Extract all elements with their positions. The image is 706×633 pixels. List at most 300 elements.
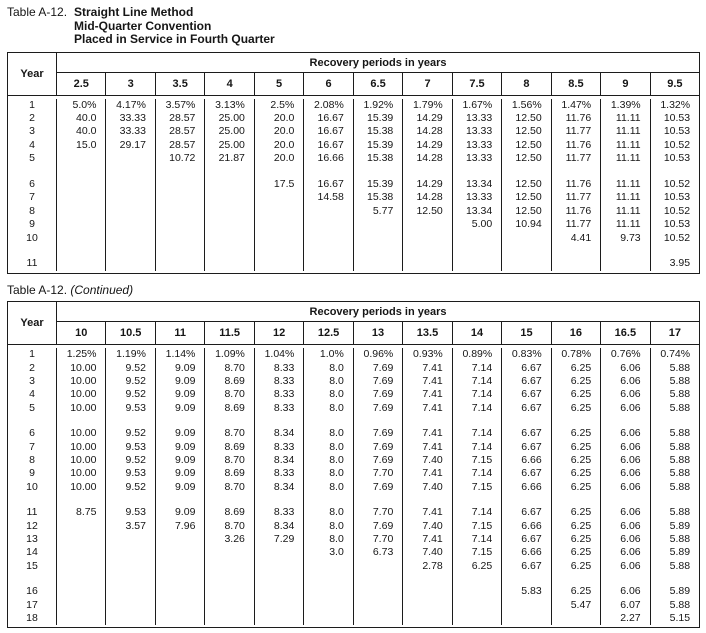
rate-columns: [56, 99, 699, 271]
rate-cell: 10.00: [70, 467, 97, 480]
rate-column: [254, 348, 303, 625]
rate-cell: 8.33: [273, 375, 295, 388]
rate-cell: 5.88: [669, 506, 691, 519]
rate-cell: [255, 191, 303, 204]
rate-cell: 15.39: [367, 138, 394, 151]
rate-cell: 25.00: [218, 138, 245, 151]
rate-cell: [304, 232, 352, 245]
year-cell: 6: [29, 177, 35, 190]
row-group-gap: [156, 245, 204, 258]
rate-cell: [304, 257, 352, 270]
recovery-periods-header-group: [56, 302, 699, 344]
row-group-gap: [651, 165, 699, 178]
year-cell: 7: [29, 191, 35, 204]
row-group-gap: [156, 494, 204, 506]
rate-cell: [205, 257, 253, 270]
rate-cell: 4.41: [570, 231, 592, 244]
rate-column: [105, 99, 154, 271]
rate-cell: 6.25: [570, 467, 592, 480]
rate-cell: 8.0: [329, 480, 344, 493]
year-cell: 12: [26, 519, 38, 532]
rate-cell: 7.41: [422, 440, 443, 453]
rate-cell: 8.70: [224, 519, 245, 532]
rate-cell: 9.53: [125, 440, 146, 453]
rate-cell: 7.69: [372, 388, 394, 401]
rate-cell: [156, 205, 204, 218]
rate-cell: 9.09: [174, 388, 196, 401]
recovery-period-column-header: 10: [75, 327, 88, 340]
year-cell: 4: [29, 388, 35, 401]
rate-cell: 6.66: [521, 480, 542, 493]
rate-cell: 5.83: [521, 585, 542, 598]
rate-cell: 8.69: [224, 467, 245, 480]
row-group-gap: [354, 415, 402, 427]
rate-cell: 8.70: [224, 388, 245, 401]
rate-cell: [57, 546, 105, 559]
row-group-gap: [255, 245, 303, 258]
rate-cell: [106, 546, 154, 559]
rate-cell: [106, 178, 154, 191]
rate-cell: [156, 232, 204, 245]
rate-cell: 7.69: [372, 401, 394, 414]
rate-cell: 8.0: [329, 401, 344, 414]
rate-cell: [57, 599, 105, 612]
rate-cell: 10.00: [70, 454, 97, 467]
rate-cell: 10.00: [70, 361, 97, 374]
rate-column: [452, 99, 501, 271]
rate-cell: 7.40: [422, 519, 443, 532]
rate-cell: 9.09: [174, 361, 196, 374]
rate-cell: [57, 232, 105, 245]
recovery-period-column-header: 7: [402, 73, 451, 95]
rate-cell: [255, 560, 303, 573]
rate-column: [551, 348, 600, 625]
rate-cell: [205, 178, 253, 191]
rate-cell: 5.47: [570, 598, 592, 611]
rate-cell: [502, 232, 550, 245]
rate-cell: 12.50: [416, 204, 443, 217]
year-column: [8, 99, 56, 271]
rate-cell: 9.52: [125, 375, 146, 388]
rate-cell: 8.33: [273, 401, 295, 414]
rate-cell: 10.53: [663, 152, 691, 165]
rate-cell: 6.25: [570, 454, 592, 467]
rate-cell: [354, 232, 402, 245]
rate-cell: [255, 257, 303, 270]
rate-cell: 9.09: [174, 506, 196, 519]
rate-column: [551, 99, 600, 271]
rate-cell: 1.67%: [462, 98, 493, 111]
rate-cell: 5.88: [669, 427, 691, 440]
row-group-gap: [255, 165, 303, 178]
recovery-period-column-header: 12: [254, 322, 303, 344]
recovery-period-column-header: 16: [551, 322, 600, 344]
row-group-gap: [106, 415, 154, 427]
rate-cell: 1.39%: [610, 98, 641, 111]
rate-cell: 7.40: [422, 454, 443, 467]
row-group-gap: [601, 165, 649, 178]
rate-cell: 14.29: [416, 177, 443, 190]
rate-cell: 14.29: [416, 111, 443, 124]
year-cell: 11: [26, 257, 38, 270]
table-caption-continued-text: (Continued): [70, 282, 134, 297]
rate-cell: 8.70: [224, 454, 245, 467]
rate-cell: 11.77: [565, 191, 592, 204]
row-group-gap: [453, 245, 501, 258]
rate-cell: 9.52: [125, 388, 146, 401]
rate-column: [303, 99, 352, 271]
rate-cell: 13.34: [465, 177, 493, 190]
rate-cell: 7.40: [422, 546, 443, 559]
table-caption-continued: [7, 284, 700, 298]
row-group-gap: [304, 494, 352, 506]
rate-cell: 6.06: [620, 546, 641, 559]
rate-cell: 11.77: [565, 125, 592, 138]
rate-cell: 10.52: [663, 138, 691, 151]
rate-cell: [205, 205, 253, 218]
rate-column: [600, 99, 649, 271]
rate-cell: 10.00: [70, 440, 97, 453]
rate-cell: [106, 533, 154, 546]
recovery-period-column-header: 11: [155, 322, 204, 344]
table-title-line: Straight Line Method: [74, 5, 194, 19]
rate-cell: [255, 218, 303, 231]
rate-cell: 3.95: [669, 257, 691, 270]
year-cell: 10: [26, 480, 38, 493]
rate-cell: [453, 232, 501, 245]
rate-cell: 6.67: [521, 388, 542, 401]
recovery-period-column-header: 8.5: [551, 73, 600, 95]
rate-cell: 1.56%: [511, 98, 542, 111]
rate-cell: [255, 585, 303, 598]
year-cell: 15: [26, 559, 38, 572]
rate-cell: [57, 533, 105, 546]
rate-cell: 12.50: [515, 191, 542, 204]
rate-cell: 10.00: [70, 401, 97, 414]
rate-cell: 8.34: [273, 480, 295, 493]
rate-cell: 8.0: [329, 467, 344, 480]
rate-cell: [304, 560, 352, 573]
rate-cell: [502, 612, 550, 625]
rate-cell: 6.06: [620, 361, 641, 374]
rate-cell: 6.67: [521, 401, 542, 414]
row-group-gap: [403, 165, 451, 178]
rate-cell: 6.25: [570, 440, 592, 453]
row-group-gap: [502, 245, 550, 258]
rate-cell: 13.33: [465, 138, 493, 151]
row-group-gap: [205, 494, 253, 506]
recovery-period-column-header: 3: [105, 73, 154, 95]
rate-cell: [156, 599, 204, 612]
rate-cell: [156, 191, 204, 204]
rate-cell: 7.41: [422, 401, 443, 414]
rate-column: [57, 99, 105, 271]
rate-cell: 11.11: [615, 152, 641, 165]
rate-cell: 7.14: [471, 427, 493, 440]
rate-cell: 6.67: [521, 467, 542, 480]
year-cell: 11: [26, 506, 38, 519]
rate-cell: 6.06: [620, 454, 641, 467]
row-group-gap: [8, 573, 56, 585]
rate-cell: [354, 585, 402, 598]
rate-cell: 3.13%: [215, 98, 245, 111]
row-group-gap: [453, 165, 501, 178]
rate-cell: 8.0: [329, 375, 344, 388]
rate-column: [402, 99, 451, 271]
rate-cell: 5.88: [669, 375, 691, 388]
row-group-gap: [502, 573, 550, 585]
rate-cell: 10.00: [70, 427, 97, 440]
rate-cell: 8.34: [273, 454, 295, 467]
rate-cell: 16.67: [317, 138, 344, 151]
rate-cell: 7.29: [273, 532, 295, 545]
rate-cell: 4.17%: [116, 98, 146, 111]
table-caption: [7, 6, 700, 47]
rate-cell: 12.50: [515, 152, 542, 165]
recovery-period-column-header: 13: [353, 322, 402, 344]
rate-cell: 6.06: [620, 467, 641, 480]
rate-cell: 0.89%: [462, 348, 493, 361]
rate-cell: 1.47%: [561, 98, 592, 111]
rate-cell: 8.70: [224, 480, 245, 493]
recovery-period-column-header: 6: [303, 73, 352, 95]
rate-cell: [453, 599, 501, 612]
rate-column: [57, 348, 105, 625]
rate-cell: 8.0: [329, 427, 344, 440]
rate-cell: 9.53: [125, 467, 146, 480]
rate-cell: 5.88: [669, 388, 691, 401]
recovery-period-column-header: 3.5: [155, 73, 204, 95]
recovery-period-column-header: 8: [501, 73, 550, 95]
rate-column: [600, 348, 649, 625]
rate-cell: 7.14: [471, 467, 493, 480]
rate-cell: 6.06: [620, 532, 641, 545]
row-group-gap: [354, 165, 402, 178]
rate-cell: 7.15: [471, 519, 493, 532]
rate-cell: [255, 612, 303, 625]
rate-column: [402, 348, 451, 625]
rate-cell: 7.69: [372, 454, 394, 467]
rate-cell: 16.67: [317, 111, 344, 124]
rate-cell: 10.00: [70, 480, 97, 493]
rate-cell: 8.70: [224, 361, 245, 374]
rate-cell: 2.78: [422, 559, 443, 572]
rate-cell: [106, 205, 154, 218]
rate-cell: 5.89: [669, 519, 691, 532]
rate-cell: 12.50: [515, 125, 542, 138]
rate-cell: 28.57: [169, 111, 196, 124]
rate-cell: 9.09: [174, 440, 196, 453]
row-group-gap: [453, 494, 501, 506]
row-group-gap: [57, 165, 105, 178]
rate-cell: 10.53: [663, 191, 691, 204]
rate-cell: 6.66: [521, 519, 542, 532]
rate-cell: 8.33: [273, 388, 295, 401]
rate-cell: 9.52: [125, 427, 146, 440]
rate-cell: [453, 612, 501, 625]
rate-cell: 20.0: [273, 111, 295, 124]
table-body: [8, 96, 699, 273]
rate-cell: 7.14: [471, 361, 493, 374]
rate-cell: [354, 560, 402, 573]
rate-cell: [354, 612, 402, 625]
rate-cell: 7.15: [471, 546, 493, 559]
rate-cell: 7.14: [471, 532, 493, 545]
row-group-gap: [8, 494, 56, 506]
rate-cell: 6.25: [570, 559, 592, 572]
rate-cell: 16.66: [317, 152, 344, 165]
row-group-gap: [601, 573, 649, 585]
recovery-period-column-header: 10.5: [105, 322, 154, 344]
year-cell: 17: [26, 598, 38, 611]
rate-cell: 11.11: [615, 125, 641, 138]
rate-column: [353, 99, 402, 271]
rate-cell: [57, 205, 105, 218]
rate-cell: [403, 257, 451, 270]
rate-cell: 11.77: [565, 218, 592, 231]
rate-cell: [502, 599, 550, 612]
row-group-gap: [106, 573, 154, 585]
rate-cell: 12.50: [515, 204, 542, 217]
rate-cell: 6.67: [521, 375, 542, 388]
table-title-line: Placed in Service in Fourth Quarter: [74, 32, 275, 46]
rate-cell: 14.58: [317, 191, 344, 204]
rate-column: [650, 99, 699, 271]
rate-column: [501, 348, 550, 625]
rate-cell: 0.96%: [363, 348, 394, 361]
rate-cell: [403, 599, 451, 612]
rate-cell: 7.41: [422, 375, 443, 388]
rate-cell: 7.69: [372, 427, 394, 440]
year-cell: 3: [29, 375, 35, 388]
recovery-period-column-header: 2.5: [73, 77, 89, 90]
year-cell: 8: [29, 204, 35, 217]
rate-cell: [57, 612, 105, 625]
row-group-gap: [651, 494, 699, 506]
row-group-gap: [304, 165, 352, 178]
rate-cell: 8.33: [273, 361, 295, 374]
rate-cell: [403, 218, 451, 231]
rate-cell: 5.77: [372, 204, 394, 217]
year-cell: 7: [29, 440, 35, 453]
rate-cell: [205, 218, 253, 231]
rate-column: [353, 348, 402, 625]
rate-cell: 20.0: [273, 152, 295, 165]
recovery-periods-header: Recovery periods in years: [57, 302, 699, 322]
rate-cell: 6.67: [521, 440, 542, 453]
year-cell: 1: [29, 98, 35, 111]
recovery-period-column-header: 4: [204, 73, 253, 95]
rate-cell: 13.33: [465, 191, 493, 204]
rate-cell: [57, 152, 105, 165]
rate-cell: 5.89: [669, 546, 691, 559]
rate-cell: 12.50: [515, 177, 542, 190]
row-group-gap: [205, 165, 253, 178]
year-cell: 3: [29, 125, 35, 138]
rate-cell: [57, 191, 105, 204]
rate-cell: [403, 585, 451, 598]
rate-cell: 2.5%: [270, 98, 295, 111]
row-group-gap: [205, 573, 253, 585]
rate-cell: 15.38: [367, 152, 394, 165]
rate-cell: 10.53: [663, 125, 691, 138]
rate-cell: 33.33: [119, 111, 146, 124]
table-caption-label: Table A-12.: [7, 5, 68, 19]
recovery-period-column-header: 16.5: [600, 322, 649, 344]
rate-cell: 40.0: [76, 111, 97, 124]
rate-cell: 11.11: [615, 191, 641, 204]
rate-cell: 1.19%: [116, 348, 146, 361]
rate-cell: [304, 205, 352, 218]
rate-cell: [57, 560, 105, 573]
year-cell: 9: [29, 218, 35, 231]
rate-cell: 15.0: [76, 138, 97, 151]
rate-cell: 5.00: [471, 218, 493, 231]
rate-cell: 6.06: [620, 375, 641, 388]
rate-cell: 7.14: [471, 388, 493, 401]
rate-cell: [255, 546, 303, 559]
rate-cell: 9.73: [620, 231, 641, 244]
rate-cell: 8.34: [273, 427, 295, 440]
rate-cell: 1.25%: [66, 348, 97, 361]
recovery-period-column-header: 15: [501, 322, 550, 344]
row-group-gap: [651, 573, 699, 585]
year-cell: 5: [29, 401, 35, 414]
recovery-period-column-header: 9: [600, 73, 649, 95]
recovery-periods-header-group: [56, 53, 699, 95]
row-group-gap: [156, 415, 204, 427]
rate-cell: 10.52: [663, 177, 691, 190]
rate-cell: 8.75: [76, 506, 97, 519]
year-column: [8, 348, 56, 625]
rate-cell: 14.28: [416, 152, 443, 165]
rate-cell: 7.15: [471, 480, 493, 493]
rate-cell: [106, 599, 154, 612]
rate-cell: 5.88: [669, 559, 691, 572]
rate-cell: 10.00: [70, 388, 97, 401]
recovery-period-column-headers: [57, 73, 699, 95]
depreciation-table-continued: [7, 301, 700, 628]
rate-cell: [57, 257, 105, 270]
recovery-periods-header: Recovery periods in years: [57, 53, 699, 73]
rate-cell: 6.25: [570, 532, 592, 545]
row-group-gap: [8, 165, 56, 178]
recovery-period-column-header: 7.5: [452, 73, 501, 95]
rate-cell: [106, 191, 154, 204]
rate-cell: 6.25: [471, 559, 493, 572]
rate-cell: 14.28: [416, 191, 443, 204]
rate-cell: [255, 232, 303, 245]
rate-cell: 9.52: [125, 361, 146, 374]
rate-cell: 7.41: [422, 361, 443, 374]
rate-cell: 5.88: [669, 440, 691, 453]
rate-cell: [57, 520, 105, 533]
rate-cell: [205, 560, 253, 573]
rate-cell: 6.06: [620, 440, 641, 453]
row-group-gap: [552, 245, 600, 258]
rate-column: [204, 99, 253, 271]
rate-cell: 7.41: [422, 467, 443, 480]
rate-cell: 6.25: [570, 388, 592, 401]
recovery-period-column-header: 11.5: [204, 322, 253, 344]
rate-cell: 11.11: [615, 218, 641, 231]
row-group-gap: [354, 245, 402, 258]
rate-cell: [205, 191, 253, 204]
rate-cell: 20.0: [273, 138, 295, 151]
rate-column: [204, 348, 253, 625]
rate-cell: 8.33: [273, 440, 295, 453]
rate-cell: 5.88: [669, 361, 691, 374]
